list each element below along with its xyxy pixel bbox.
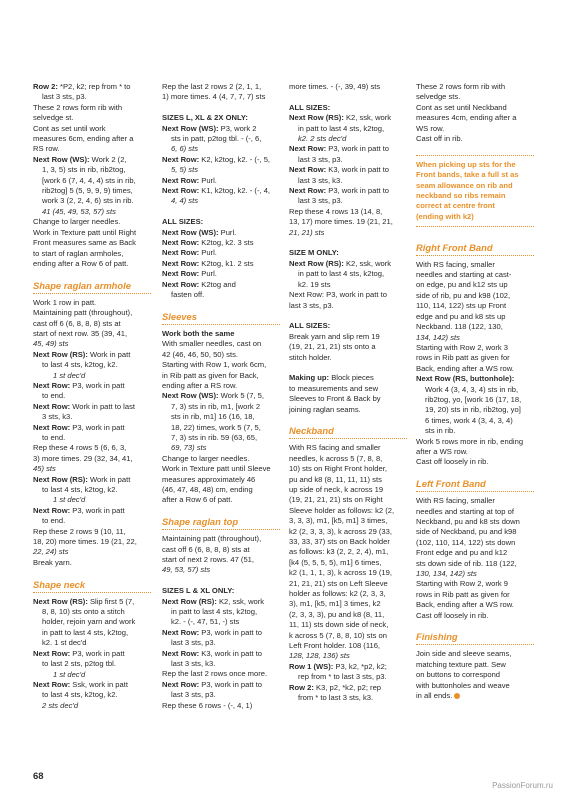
section-heading-left-front-band: Left Front Band bbox=[416, 478, 486, 490]
text-line: Cont as set until Neckband bbox=[416, 102, 507, 112]
text-line: 3 sts, k3. bbox=[42, 412, 73, 422]
text-line: Rep the last 2 rows once more. bbox=[162, 669, 268, 679]
text-line: 6 times, work 4 (3, 4, 3, 4) bbox=[425, 415, 513, 425]
text-line: sts in rib. bbox=[425, 426, 456, 436]
next-row-instruction: Next Row: P3, work in patt to bbox=[289, 144, 390, 154]
section-heading-right-front-band: Right Front Band bbox=[416, 241, 493, 253]
text-line: from * to last 3 sts, k3. bbox=[298, 693, 374, 703]
text-line: With RS facing, smaller bbox=[416, 259, 495, 269]
stitch-count: 22, 24) sts bbox=[33, 547, 69, 557]
tip-line: neckband so ribs remain bbox=[416, 191, 506, 201]
size-heading: ALL SIZES: bbox=[162, 217, 204, 227]
text-line: last 3 sts, k3. bbox=[298, 175, 343, 185]
divider bbox=[416, 491, 534, 492]
text-line: k2. 1 st dec'd bbox=[42, 638, 87, 648]
text-line: k2. 19 sts bbox=[298, 279, 331, 289]
size-heading: ALL SIZES: bbox=[289, 321, 331, 331]
text-line: rows in Rib patt as given for bbox=[416, 353, 510, 363]
text-line: last 3 sts, p3. bbox=[171, 690, 216, 700]
text-line: with buttonholes and weave bbox=[416, 680, 510, 690]
text-line-end: in all ends. bbox=[416, 691, 534, 701]
next-row-instruction: Next Row (RS): Slip first 5 (7, bbox=[33, 596, 135, 606]
text-line: in patt to last 4 sts, k2tog, bbox=[171, 607, 258, 617]
divider bbox=[416, 155, 534, 156]
text-line: k2 (1, 1, 1, 3), k across 19 (19, bbox=[289, 568, 392, 578]
text-line: Left Front holder. 108 (116, bbox=[289, 641, 381, 651]
text-line: matching texture patt. Sew bbox=[416, 659, 506, 669]
text-line: 3), m1, [k5, m1] 3 times, k2 bbox=[289, 599, 381, 609]
next-row-instruction: Next Row: K1, k2tog, k2. - (-, 4, bbox=[162, 186, 271, 196]
row-2-instruction: Row 2: *P2, k2; rep from * to bbox=[33, 82, 131, 91]
text-line: 33, 33, 37) sts on Back holder bbox=[289, 536, 390, 546]
text-line: 18, 22) times, work 5 (7, 5, bbox=[171, 422, 261, 432]
text-line: (19, 21, 21, 21) sts onto a bbox=[289, 342, 376, 352]
stitch-count: 5, 5) sts bbox=[171, 165, 199, 175]
text-line: on buttons to correspond bbox=[416, 670, 501, 680]
next-row-instruction: Next Row: K2tog and bbox=[162, 279, 236, 289]
text-line: holder as follows: k2 (2, 3, 3, bbox=[289, 589, 386, 599]
text-line: 110, 114, 122) sts up Front bbox=[416, 301, 507, 311]
column-2 bbox=[162, 82, 280, 711]
text-line: Rep these 6 rows - (-, 4, 1) bbox=[162, 700, 253, 710]
text-line: edge and pu and k8 sts up bbox=[416, 311, 506, 321]
text-line: after a Row 6 of patt. bbox=[162, 495, 233, 505]
next-row-instruction: Next Row: P3, work in patt to bbox=[289, 186, 390, 196]
text-line: to last 4 sts, k2tog, k2. bbox=[42, 690, 118, 700]
text-line: Sleeve holder as follows: k2 (2, bbox=[289, 505, 395, 515]
size-heading: SIZES L, XL & 2X ONLY: bbox=[162, 113, 248, 123]
stitch-count: 41 (45, 49, 53, 57) sts bbox=[42, 206, 116, 216]
text-line: Sleeves to Front & Back by bbox=[289, 394, 381, 404]
text-line: fasten off. bbox=[171, 290, 205, 300]
text-line: Work in Texture patt until Right bbox=[33, 227, 137, 237]
next-row-instruction: Next Row: Purl. bbox=[162, 175, 217, 185]
text-line: 19, 20) sts in rib, rib2tog, yo] bbox=[425, 405, 521, 415]
next-row-instruction: Next Row: Purl. bbox=[162, 248, 217, 258]
decrease-note: 2 sts dec'd bbox=[42, 700, 79, 710]
text-line: last 3 sts, p3. bbox=[298, 154, 343, 164]
tip-line: When picking up sts for the bbox=[416, 159, 516, 169]
text-line: Starting with Row 1, work 6cm, bbox=[162, 360, 267, 370]
stitch-count: 128, 128, 136) sts bbox=[289, 651, 350, 661]
divider bbox=[162, 529, 280, 530]
text-line: to last 4 sts, k2tog, k2. bbox=[42, 485, 118, 495]
text-line: start of next 2 rows. 47 (51, bbox=[162, 555, 255, 564]
tip-line: (ending with k2) bbox=[416, 211, 474, 221]
next-row-instruction: Next Row: Purl. bbox=[162, 269, 217, 279]
text-line: Cast off loosely in rib. bbox=[416, 610, 489, 620]
text-line: rep from * to last 3 sts, p3. bbox=[298, 672, 387, 682]
text-line: to end. bbox=[42, 391, 66, 401]
next-row-instruction: Next Row (WS): Work 2 (2, bbox=[33, 154, 127, 164]
section-heading-shape-neck: Shape neck bbox=[33, 578, 86, 590]
divider bbox=[289, 438, 407, 439]
stitch-count: 130, 134, 142) sts bbox=[416, 569, 477, 579]
next-row-instruction: Next Row: P3, work in patt to bbox=[162, 627, 263, 637]
row-1-instruction: Row 1 (WS): P3, k2, *p2, k2; bbox=[289, 661, 387, 671]
text-line: last 3 sts, k3. bbox=[171, 659, 216, 669]
stitch-count: 21, 21) sts bbox=[289, 227, 325, 237]
next-row-instruction: Next Row: Ssk, work in patt bbox=[33, 679, 128, 689]
text-line: sts in patt, p2tog tbl. - (-, 6, bbox=[171, 134, 262, 144]
next-row-instruction: Next Row (WS): P3, work 2 bbox=[162, 123, 257, 133]
text-line: joining raglan seams. bbox=[289, 404, 361, 414]
stitch-count: 69, 73) sts bbox=[171, 443, 207, 453]
column-1 bbox=[33, 82, 151, 711]
text-line: selvedge st. bbox=[33, 113, 74, 123]
next-row-instruction: Next Row: K3, work in patt to bbox=[289, 165, 390, 175]
text-line: needles and starting at top of bbox=[416, 506, 514, 516]
text-line: Work 4 (3, 4, 3, 4) sts in rib, bbox=[425, 384, 519, 394]
next-row-instruction: Next Row: P3, work in patt to bbox=[162, 679, 263, 689]
section-heading-shape-raglan-armhole: Shape raglan armhole bbox=[33, 279, 131, 291]
text-line: side of Neckband, pu and k98 bbox=[416, 527, 517, 537]
text-line: 11, 11) sts down side of neck, bbox=[289, 620, 389, 630]
text-line: sts in rib, m1] 16 (16, 18, bbox=[171, 412, 255, 422]
text-line: 7, 3) sts in rib. 59 (63, 65, bbox=[171, 432, 258, 442]
text-line: Next Row: P3, work in patt to bbox=[289, 290, 387, 300]
text-line: more times. - (-, 39, 49) sts bbox=[289, 82, 381, 91]
next-row-instruction: Next Row (RS): K2, ssk, work bbox=[289, 258, 392, 268]
section-heading-sleeves: Sleeves bbox=[162, 310, 197, 322]
text-line: 3, 3, 3), m1, [k5, m1] 3 times, bbox=[289, 516, 388, 526]
text-line: to end. bbox=[42, 432, 66, 442]
size-heading: SIZE M ONLY: bbox=[289, 248, 339, 258]
text-line: Cont as set until work bbox=[33, 123, 106, 133]
text-line: 1, 3, 5) sts in rib, rib2tog, bbox=[42, 165, 126, 175]
text-line: Cast off loosely in rib. bbox=[416, 457, 489, 467]
decrease-note: k2. 2 sts dec'd bbox=[298, 134, 347, 144]
text-line: 1) more times. 4 (4, 7, 7, 7) sts bbox=[162, 92, 266, 102]
stitch-count: 45) sts bbox=[33, 464, 56, 474]
text-line: rib2tog] 5 (5, 9, 9, 9) times, bbox=[42, 186, 133, 196]
text-line: Rep these 2 rows 9 (10, 11, bbox=[33, 526, 126, 536]
text-line: needles, k across 5 (7, 8, 8, bbox=[289, 453, 383, 463]
text-line: measures 4cm, ending after a bbox=[416, 113, 517, 123]
text-line: last 3 sts, p3. bbox=[171, 638, 216, 648]
text-line: Starting with Row 2, work 3 bbox=[416, 342, 509, 352]
making-up-instruction: Making up: Block pieces bbox=[289, 373, 374, 383]
text-line: to start of raglan armholes, bbox=[33, 248, 124, 258]
text-line: Break yarn. bbox=[33, 557, 72, 567]
text-line: Front edge and pu and k12 bbox=[416, 548, 508, 558]
text-line: to last 2 sts, p2tog tbl. bbox=[42, 659, 116, 669]
buttonhole-row-heading: Next Row (RS, buttonhole): bbox=[416, 374, 515, 384]
next-row-instruction: Next Row: K2tog, k1. 2 sts bbox=[162, 258, 254, 268]
column-4 bbox=[416, 82, 534, 701]
text-line: last 3 sts, p3. bbox=[42, 92, 87, 102]
text-line: Rep the last 2 rows 2 (2, 1, 1, bbox=[162, 82, 262, 91]
text-line: up side of neck, k across 19 bbox=[289, 484, 384, 494]
watermark: PassionForum.ru bbox=[492, 781, 553, 790]
next-row-instruction: Next Row: P3, work in patt bbox=[33, 422, 125, 432]
next-row-instruction: Next Row: P3, work in patt bbox=[33, 648, 125, 658]
text-line: to last 4 sts, k2tog, k2. bbox=[42, 360, 118, 370]
text-line: Starting with Row 2, work 9 bbox=[416, 579, 509, 589]
text-line: cast off 6 (6, 8, 8, 8) sts at bbox=[162, 544, 250, 554]
divider bbox=[33, 293, 151, 294]
section-heading-shape-raglan-top: Shape raglan top bbox=[162, 516, 239, 528]
text-line: last 3 sts, p3. bbox=[289, 300, 334, 310]
text-line: Work in Texture patt until Sleeve bbox=[162, 464, 271, 474]
next-row-instruction: Next Row (RS): K2, ssk, work bbox=[162, 596, 265, 606]
text-line: side of rib, pu and k98 (102, bbox=[416, 290, 511, 300]
text-line: Change to larger needles. bbox=[33, 217, 121, 227]
text-line: k2 (2, 3, 3, 3), k across 29 (33, bbox=[289, 526, 392, 536]
text-line: 7, 3) sts in rib, m1, [work 2 bbox=[171, 401, 261, 411]
stitch-count: 6, 6) sts bbox=[171, 144, 199, 154]
text-line: measures 6cm, ending after a bbox=[33, 134, 134, 144]
text-line: rows in Rib patt as given for bbox=[416, 589, 510, 599]
divider bbox=[416, 226, 534, 227]
text-line: holder, rejoin yarn and work bbox=[42, 617, 136, 627]
text-line: in patt to last 4 sts, k2tog, bbox=[298, 269, 385, 279]
section-heading-finishing: Finishing bbox=[416, 631, 458, 643]
text-line: 10) sts on Right Front holder, bbox=[289, 464, 387, 474]
divider bbox=[162, 324, 280, 325]
text-line: With RS facing, smaller bbox=[416, 496, 495, 506]
end-mark-icon bbox=[454, 693, 460, 699]
text-line: Back, ending after a WS row. bbox=[416, 363, 514, 373]
text-line: selvedge sts. bbox=[416, 92, 461, 102]
row-2-instruction: Row 2: K3, p2, *k2, p2; rep bbox=[289, 682, 382, 692]
page-number: 68 bbox=[33, 771, 44, 782]
decrease-note: 1 st dec'd bbox=[53, 370, 86, 380]
text-line: 18, 20) more times. 19 (21, 22, bbox=[33, 537, 137, 547]
text-line: Neckband, pu and k8 sts down bbox=[416, 516, 520, 526]
text-line: With smaller needles, cast on bbox=[162, 339, 262, 349]
tip-box bbox=[416, 160, 534, 222]
text-line: rib2tog, yo, [work 16 (17, 18, bbox=[425, 394, 522, 404]
text-line: on edge, pu and k12 sts up bbox=[416, 280, 508, 290]
next-row-instruction: Next Row (RS): Work in patt bbox=[33, 474, 131, 484]
divider bbox=[416, 644, 534, 645]
decrease-note: 1 st dec'd bbox=[53, 669, 86, 679]
text-line: last 3 sts, p3. bbox=[298, 196, 343, 206]
tip-line: Front bands, take a full st as bbox=[416, 170, 519, 180]
text-line: Change to larger needles. bbox=[162, 453, 250, 463]
text-line: With RS facing and smaller bbox=[289, 443, 381, 453]
text-line: after a WS row. bbox=[416, 446, 468, 456]
next-row-instruction: Next Row: P3, work in patt bbox=[33, 505, 125, 515]
text-line: ending after a Row 6 of patt. bbox=[33, 258, 129, 268]
text-line: measures approximately 46 bbox=[162, 474, 256, 484]
text-line: k across 5 (7, 8, 8, 10) sts on bbox=[289, 630, 387, 640]
text-line: sts down side of rib. 118 (122, bbox=[416, 558, 517, 568]
size-heading: SIZES L & XL ONLY: bbox=[162, 586, 235, 596]
text-line: 3) more times. 29 (32, 34, 41, bbox=[33, 453, 133, 463]
text-line: 13, 17) more times. 19 (21, 21, bbox=[289, 217, 393, 227]
text-line: Join side and sleeve seams, bbox=[416, 649, 512, 659]
text-line: Work 5 rows more in rib, ending bbox=[416, 436, 524, 446]
next-row-instruction: Next Row: P3, work in patt bbox=[33, 380, 125, 390]
text-line: Rep these 4 rows 5 (6, 6, 3, bbox=[33, 443, 127, 453]
next-row-instruction: Next Row (RS): K2, ssk, work bbox=[289, 113, 392, 123]
text-line: [k4 (5, 5, 5, 5), m1] 6 times, bbox=[289, 557, 382, 567]
text-line: RS row. bbox=[33, 144, 60, 154]
stitch-count: 45, 49) sts bbox=[33, 339, 69, 349]
text-line: These 2 rows form rib with bbox=[416, 82, 506, 91]
text-line: pu and k8 (8, 11, 11, 11) sts bbox=[289, 474, 382, 484]
section-heading-neckband: Neckband bbox=[289, 425, 334, 437]
text-line: (19, 21, 21, 21) sts on Right bbox=[289, 495, 383, 505]
text-line: Rep these 4 rows 13 (14, 8, bbox=[289, 206, 383, 216]
text-line: to end. bbox=[42, 516, 66, 526]
next-row-instruction: Next Row: K2, k2tog, k2. - (-, 5, bbox=[162, 154, 271, 164]
text-line: [work 6 (7, 4, 4, 4) sts in rib, bbox=[42, 175, 136, 185]
text-line: in patt to last 4 sts, k2tog, bbox=[298, 123, 385, 133]
text-line: k2. - (-, 47, 51, -) sts bbox=[171, 617, 240, 627]
text-line: These 2 rows form rib with bbox=[33, 102, 123, 112]
decrease-note: 1 st dec'd bbox=[53, 495, 86, 505]
next-row-instruction: Next Row (WS): Purl. bbox=[162, 227, 237, 237]
next-row-instruction: Next Row: K2tog, k2. 3 sts bbox=[162, 238, 254, 248]
divider bbox=[416, 255, 534, 256]
text-line: to measurements and sew bbox=[289, 383, 379, 393]
text-line: Maintaining patt (throughout), bbox=[162, 534, 262, 544]
text-line: ending after a RS row. bbox=[162, 380, 238, 390]
text-line: 8, 8, 10) sts onto a stitch bbox=[42, 607, 125, 617]
text-line: Cast off in rib. bbox=[416, 134, 463, 144]
text-line: (46, 47, 48, 48) cm, ending bbox=[162, 484, 253, 494]
text-line: in patt to last 4 sts, k2tog, bbox=[42, 627, 129, 637]
text-line: Neckband. 118 (122, 130, bbox=[416, 322, 503, 332]
text-line: (102, 110, 114, 122) sts down bbox=[416, 537, 516, 547]
text-line: 21, 21, 21) sts on Left Sleeve bbox=[289, 578, 388, 588]
text-line: 42 (46, 46, 50, 50) sts. bbox=[162, 349, 238, 359]
text-line: WS row. bbox=[416, 123, 445, 133]
stitch-count: 4, 4) sts bbox=[171, 196, 199, 206]
next-row-instruction: Next Row (WS): Work 5 (7, 5, bbox=[162, 391, 264, 401]
text-line: start of next row. 35 (39, 41, bbox=[33, 328, 128, 338]
text-line: as follows: k3 (2, 2, 2, 4), m1, bbox=[289, 547, 389, 557]
text-line: in Rib patt as given for Back, bbox=[162, 370, 259, 380]
text-line: Maintaining patt (throughout), bbox=[33, 308, 133, 318]
next-row-instruction: Next Row: K3, work in patt to bbox=[162, 648, 263, 658]
size-heading: ALL SIZES: bbox=[289, 102, 331, 112]
stitch-count: 134, 142) sts bbox=[416, 332, 460, 342]
tip-line: correct at centre front bbox=[416, 201, 495, 211]
text-line: needles and starting at cast- bbox=[416, 270, 512, 280]
tip-line: seam allowance on rib and bbox=[416, 180, 513, 190]
next-row-instruction: Next Row (RS): Work in patt bbox=[33, 349, 131, 359]
text-line: Front measures same as Back bbox=[33, 238, 136, 248]
subheading: Work both the same bbox=[162, 328, 235, 338]
text-line: cast off 6 (6, 8, 8, 8) sts at bbox=[33, 318, 121, 328]
text-line: stitch holder. bbox=[289, 352, 332, 362]
text-line: Break yarn and slip rem 19 bbox=[289, 331, 380, 341]
text-line: Back, ending after a WS row. bbox=[416, 600, 514, 610]
text-line: (2, 3, 3, 3), pu and k8 (8, 11, bbox=[289, 609, 385, 619]
next-row-instruction: Next Row: Work in patt to last bbox=[33, 401, 135, 411]
stitch-count: 49, 53, 57) sts bbox=[162, 565, 211, 575]
text-line: Work 1 row in patt. bbox=[33, 297, 97, 307]
text-line: work 3 (2, 2, 4, 6) sts in rib. bbox=[42, 196, 134, 206]
divider bbox=[33, 592, 151, 593]
column-3 bbox=[289, 82, 407, 703]
